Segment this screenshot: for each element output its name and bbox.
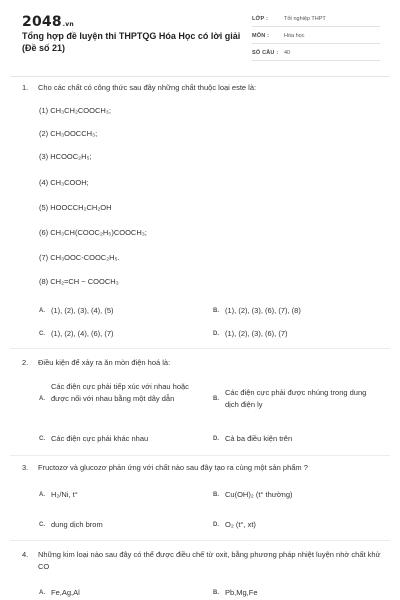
- question-2: [22, 357, 382, 369]
- meta-value: Tốt nghiệp THPT: [284, 16, 326, 22]
- option-text: Fe,Ag,Al: [51, 588, 80, 597]
- logo-suffix: .vn: [62, 21, 74, 28]
- meta-row-class: [252, 12, 380, 27]
- option-letter: D.: [213, 522, 219, 528]
- meta-value: Hóa học: [284, 33, 305, 39]
- question-stem: [22, 82, 382, 94]
- option-letter: C.: [39, 331, 45, 337]
- meta-key: LỚP :: [252, 16, 268, 22]
- option-text: Cả ba điều kiện trên: [225, 434, 293, 443]
- option-text: (1), (2), (3), (4), (5): [51, 306, 114, 315]
- meta-key: SỐ CÂU :: [252, 50, 279, 56]
- question-number: 1.: [22, 83, 29, 92]
- document-meta: [252, 12, 380, 63]
- question-1: [22, 82, 382, 94]
- option-d[interactable]: [213, 328, 383, 340]
- question-text: Fructozơ và glucozơ phản ứng với chất nào sau đây tạo ra cùng một sản phẩm ?: [38, 463, 308, 472]
- option-text: Các điện cực phải khác nhau: [51, 434, 149, 443]
- question-stem: [22, 462, 382, 474]
- option-letter: B.: [213, 590, 219, 596]
- option-text: Pb,Mg,Fe: [225, 588, 258, 597]
- question-divider: [10, 348, 390, 349]
- question-text: Cho các chất có công thức sau đây những chất thuộc loại este là:: [38, 83, 257, 92]
- option-b[interactable]: [213, 587, 383, 599]
- meta-row-subject: [252, 29, 380, 44]
- option-text: H₂/Ni, t°: [51, 490, 78, 499]
- statement-3: (3) HCOOC₂H₅;: [39, 152, 92, 161]
- option-c[interactable]: [39, 519, 209, 531]
- question-divider: [10, 455, 390, 456]
- option-text: (1), (2), (3), (6), (7): [225, 329, 288, 338]
- option-letter: B.: [213, 492, 219, 498]
- option-text: Cu(OH)₂ (t° thường): [225, 490, 293, 499]
- option-b[interactable]: [213, 305, 383, 317]
- option-text: Các điện cực phải được nhúng trong dung dịch điện ly: [225, 388, 367, 409]
- question-stem: [22, 549, 382, 573]
- option-a[interactable]: [39, 305, 209, 317]
- question-3: [22, 462, 382, 474]
- document-title: Tổng hợp đề luyện thi THPTQG Hóa Học có lời giải (Đề số 21): [22, 31, 241, 53]
- site-logo[interactable]: [22, 14, 74, 30]
- statement-5: (5) HOOCCH₂CH₂OH: [39, 203, 112, 212]
- statement-7: (7) CH₃OOC-COOC₂H₅.: [39, 253, 120, 262]
- option-letter: D.: [213, 331, 219, 337]
- question-divider: [10, 540, 390, 541]
- option-d[interactable]: [213, 433, 383, 445]
- option-letter: B.: [213, 396, 219, 402]
- option-letter: A.: [39, 492, 45, 498]
- option-c[interactable]: [39, 328, 209, 340]
- logo-text: 2048: [22, 14, 62, 30]
- question-4: [22, 549, 382, 573]
- option-c[interactable]: [39, 433, 209, 445]
- statement-6: (6) CH₃CH(COOC₂H₅)COOCH₃;: [39, 228, 147, 237]
- option-letter: B.: [213, 308, 219, 314]
- question-number: 3.: [22, 463, 29, 472]
- option-text: (1), (2), (3), (6), (7), (8): [225, 306, 301, 315]
- option-letter: D.: [213, 436, 219, 442]
- meta-value: 40: [284, 50, 291, 56]
- option-text: dung dịch brom: [51, 520, 103, 529]
- option-letter: C.: [39, 522, 45, 528]
- page-header: [0, 0, 400, 72]
- statement-8: (8) CH₂=CH − COOCH₃: [39, 277, 119, 286]
- header-divider: [10, 76, 390, 77]
- question-number: 2.: [22, 358, 29, 367]
- option-d[interactable]: [213, 519, 383, 531]
- question-number: 4.: [22, 550, 29, 559]
- question-text: Điều kiện để xảy ra ăn mòn điện hoá là:: [38, 358, 171, 367]
- option-b[interactable]: [213, 489, 383, 501]
- option-a[interactable]: [39, 381, 199, 405]
- option-text: O₂ (t°, xt): [225, 520, 256, 529]
- statement-4: (4) CH₃COOH;: [39, 178, 89, 187]
- question-stem: [22, 357, 382, 369]
- option-letter: C.: [39, 436, 45, 442]
- option-letter: A.: [39, 396, 45, 402]
- option-text: (1), (2), (4), (6), (7): [51, 329, 114, 338]
- option-letter: A.: [39, 590, 45, 596]
- question-text: Những kim loại nào sau đây có thể được điều chế từ oxit, bằng phương pháp nhiệt luyện nhờ chất khử CO: [38, 550, 381, 571]
- option-a[interactable]: [39, 587, 209, 599]
- option-a[interactable]: [39, 489, 209, 501]
- statement-1: (1) CH₃CH₂COOCH₃;: [39, 106, 111, 115]
- meta-key: MÔN :: [252, 33, 270, 39]
- option-text: Các điện cực phải tiếp xúc với nhau hoặc được nối với nhau bằng một dây dẫn: [51, 382, 189, 403]
- option-b[interactable]: [213, 387, 383, 411]
- statement-2: (2) CH₃OOCCH₃;: [39, 129, 98, 138]
- option-letter: A.: [39, 308, 45, 314]
- meta-row-count: [252, 46, 380, 61]
